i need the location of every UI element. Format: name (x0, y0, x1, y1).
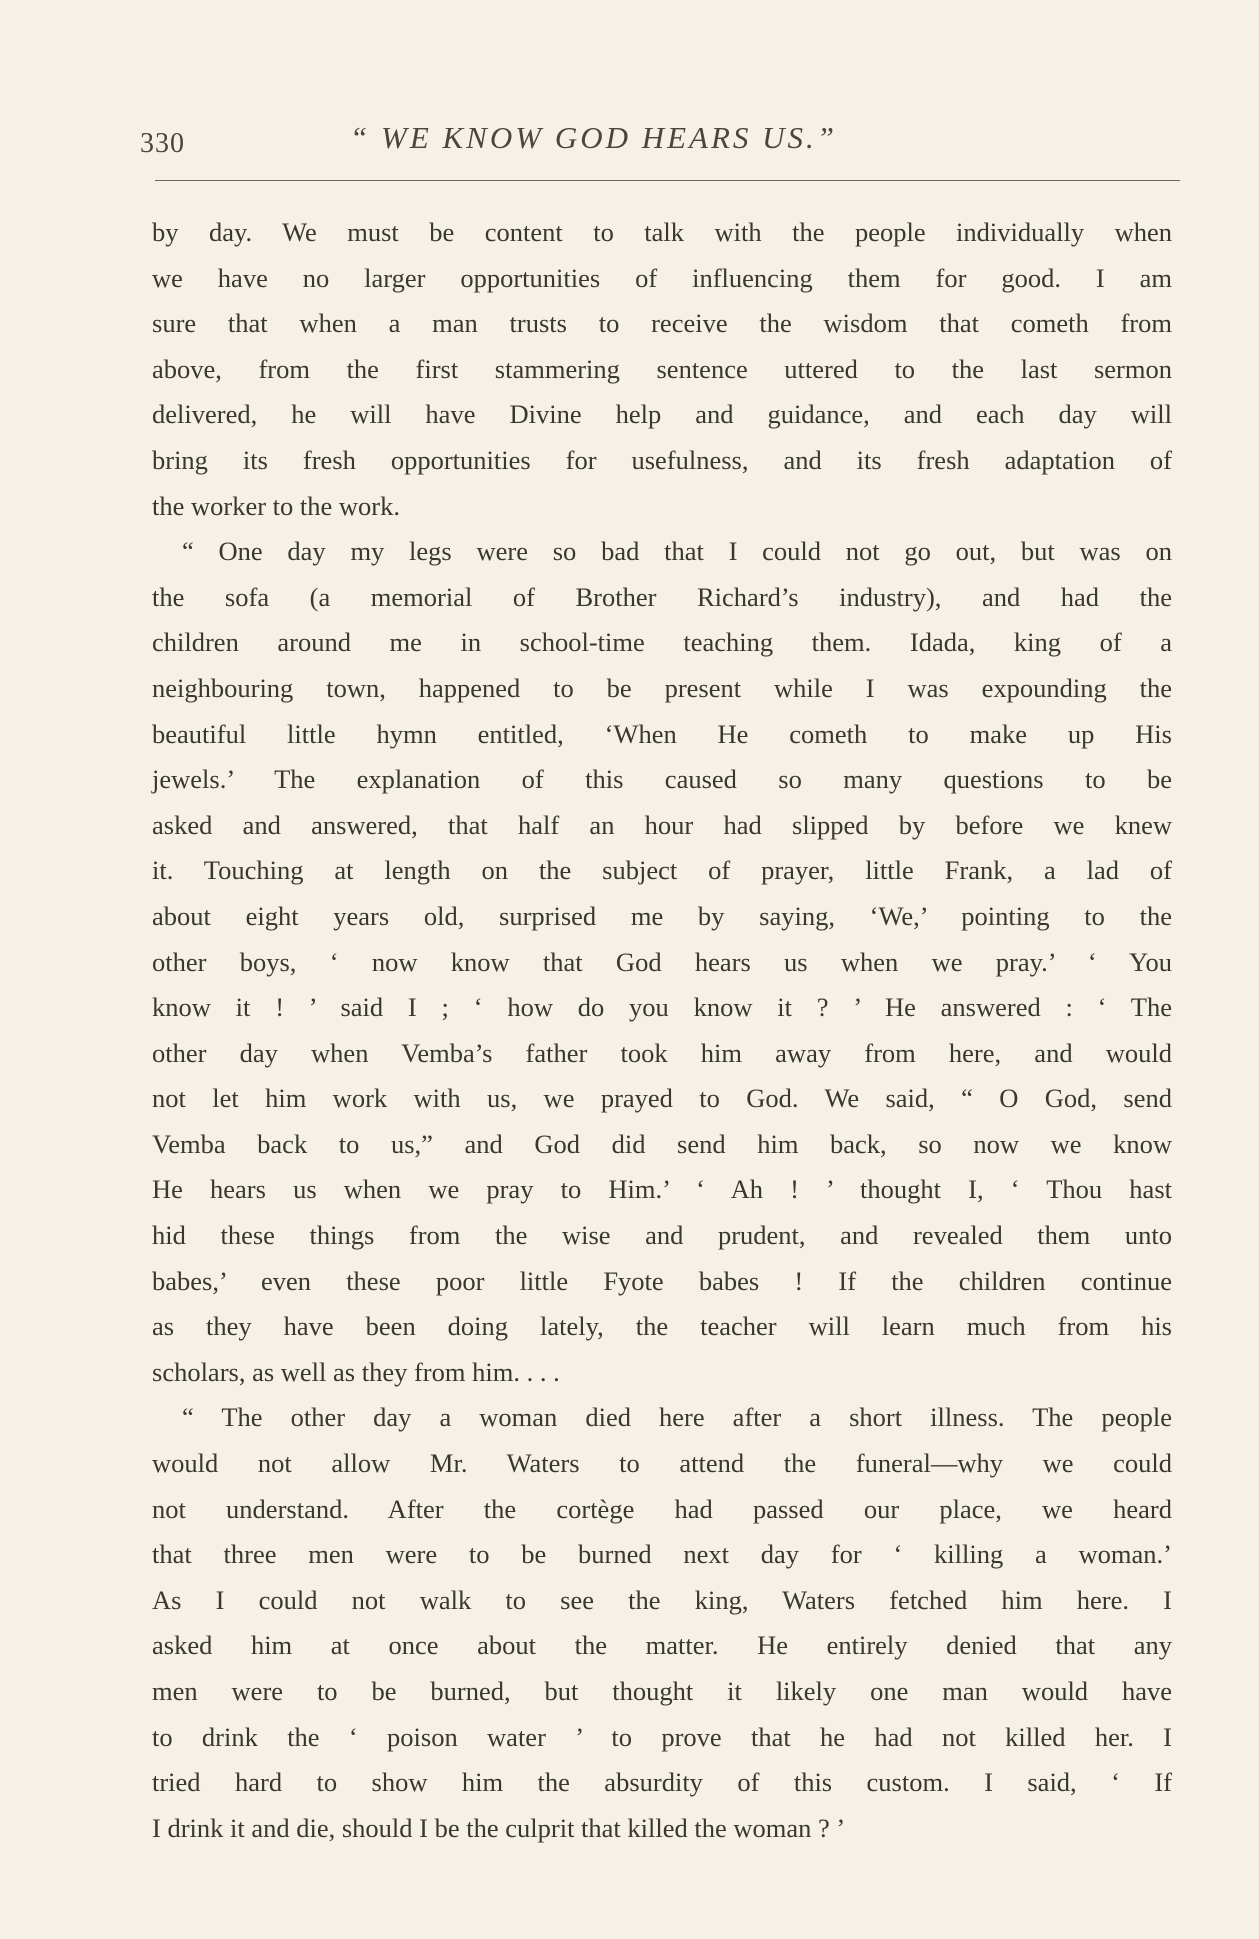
text-line: As I could not walk to see the king, Waters fetched him here. I (152, 1584, 1172, 1615)
text-line: above, from the first stammering sentence uttered to the last sermon (152, 353, 1172, 384)
text-line: He hears us when we pray to Him.’ ‘ Ah ! ’ thought I, ‘ Thou hast (152, 1174, 1172, 1205)
text-line: asked and answered, that half an hour had slipped by before we knew (152, 809, 1172, 840)
text-line: beautiful little hymn entitled, ‘When He cometh to make up His (152, 718, 1172, 749)
text-line: other day when Vemba’s father took him away from here, and would (152, 1037, 1172, 1068)
page-header (140, 112, 1180, 162)
text-line: babes,’ even these poor little Fyote babes ! If the children continue (152, 1265, 1172, 1296)
text-line: I drink it and die, should I be the culprit that killed the woman ? ’ (152, 1812, 846, 1843)
text-line: about eight years old, surprised me by saying, ‘We,’ pointing to the (152, 900, 1172, 931)
text-line: not understand. After the cortège had passed our place, we heard (152, 1493, 1172, 1524)
text-line: to drink the ‘ poison water ’ to prove that he had not killed her. I (152, 1721, 1172, 1752)
text-line: as they have been doing lately, the teacher will learn much from his (152, 1311, 1172, 1342)
text-line: Vemba back to us,” and God did send him back, so now we know (152, 1128, 1172, 1159)
text-line: tried hard to show him the absurdity of this custom. I said, ‘ If (152, 1767, 1172, 1798)
text-line: the sofa (a memorial of Brother Richard’s industry), and had the (152, 581, 1172, 612)
text-line: by day. We must be content to talk with the people individually when (152, 217, 1172, 247)
text-line: it. Touching at length on the subject of prayer, little Frank, a lad of (152, 855, 1172, 886)
body-text (152, 210, 1172, 1851)
text-line: other boys, ‘ now know that God hears us when we pray.’ ‘ You (152, 946, 1172, 977)
text-line: the worker to the work. (152, 490, 400, 521)
text-line: we have no larger opportunities of influencing them for good. I am (152, 262, 1172, 293)
text-line: that three men were to be burned next day for ‘ killing a woman.’ (152, 1539, 1172, 1570)
text-line: sure that when a man trusts to receive the wisdom that cometh from (152, 308, 1172, 339)
text-line: men were to be burned, but thought it likely one man would have (152, 1676, 1172, 1706)
text-line: not let him work with us, we prayed to God. We said, “ O God, send (152, 1083, 1172, 1114)
text-line: asked him at once about the matter. He entirely denied that any (152, 1630, 1172, 1661)
text-line: know it ! ’ said I ; ‘ how do you know it ? ’ He answered : ‘ The (152, 992, 1172, 1023)
text-line: jewels.’ The explanation of this caused so many questions to be (152, 764, 1172, 795)
text-line: hid these things from the wise and prudent, and revealed them unto (152, 1220, 1172, 1251)
page-number: 330 (140, 128, 185, 159)
text-line: neighbouring town, happened to be present while I was expounding the (152, 672, 1172, 703)
header-rule (155, 180, 1180, 181)
text-line: children around me in school-time teaching them. Idada, king of a (152, 627, 1172, 658)
text-line: would not allow Mr. Waters to attend the funeral—why we could (152, 1448, 1172, 1479)
text-line: bring its fresh opportunities for usefulness, and its fresh adaptation of (152, 444, 1172, 475)
text-line: scholars, as well as they from him. . . . (152, 1356, 560, 1387)
text-line: “ The other day a woman died here after a short illness. The people (182, 1402, 1172, 1433)
running-title: “ WE KNOW GOD HEARS US.” (350, 120, 838, 155)
text-line: “ One day my legs were so bad that I could not go out, but was on (182, 536, 1172, 567)
text-line: delivered, he will have Divine help and guidance, and each day will (152, 399, 1172, 430)
